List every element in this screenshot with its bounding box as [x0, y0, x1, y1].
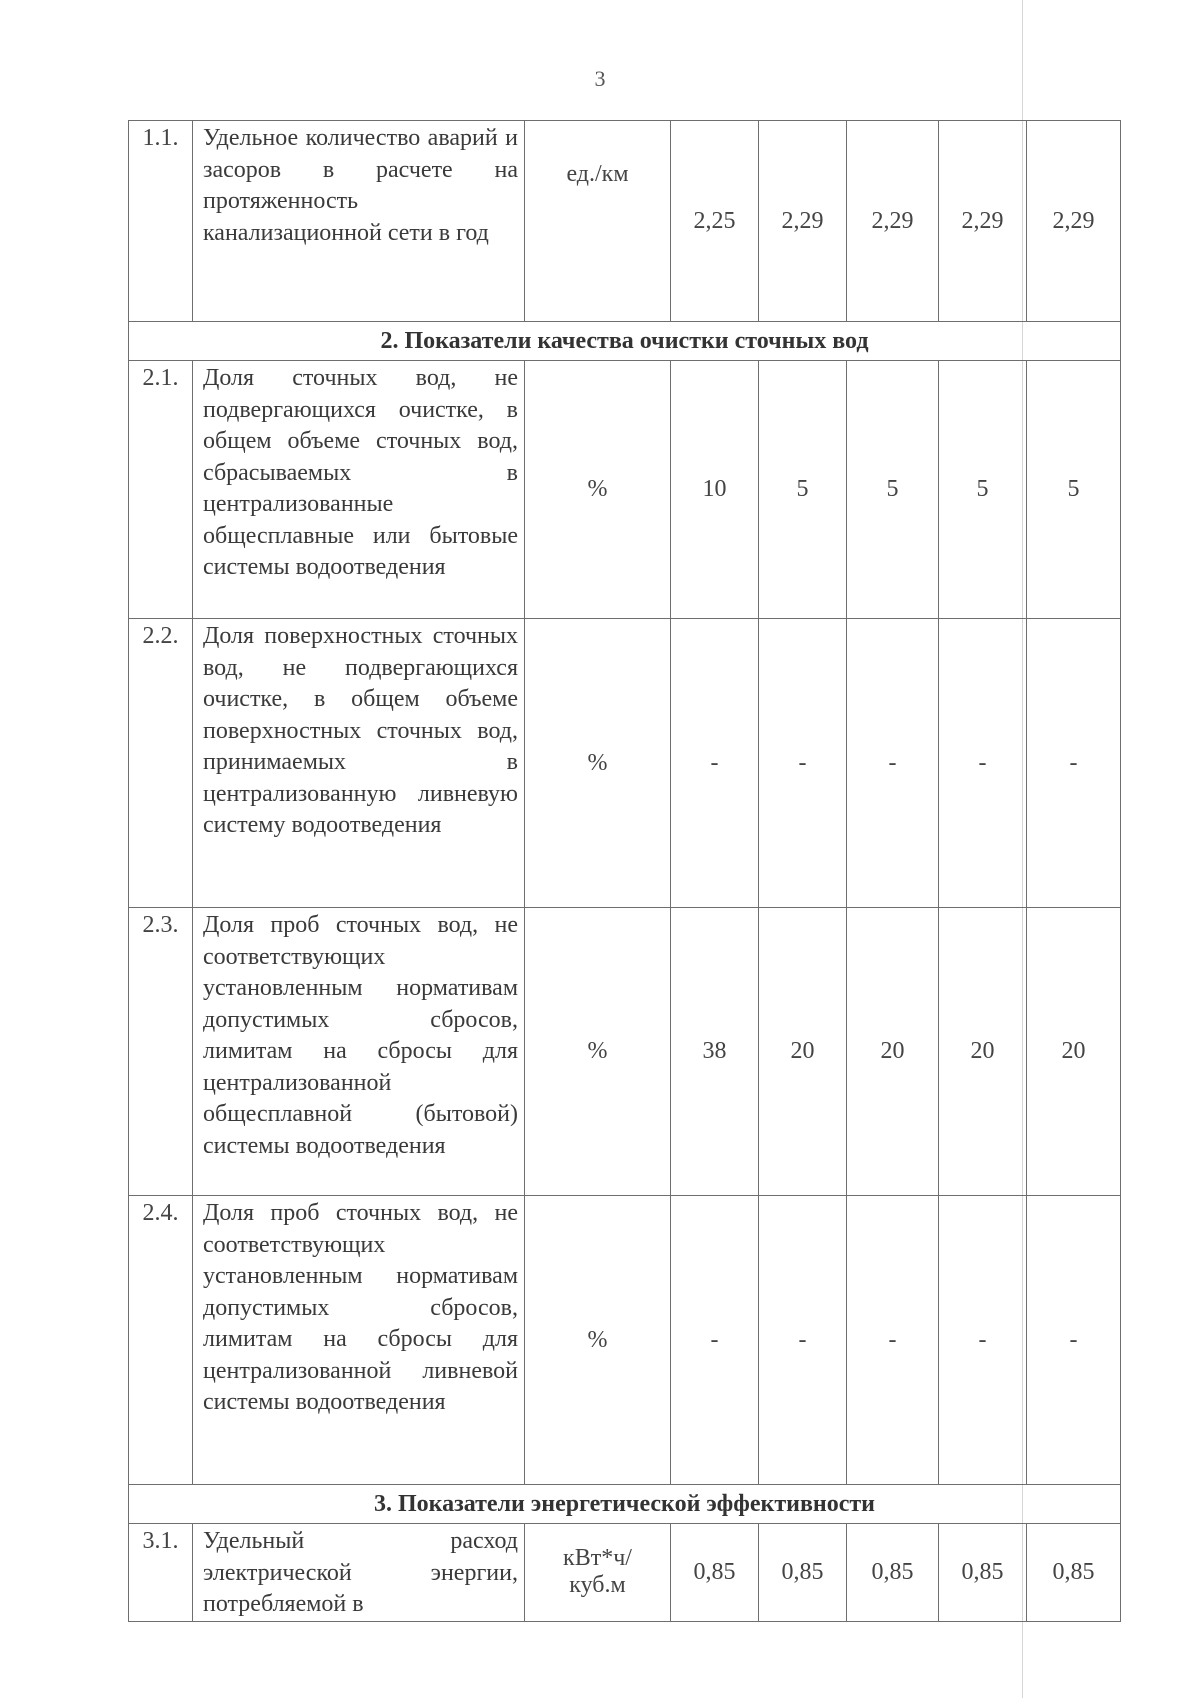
section-title: 2. Показатели качества очистки сточных вод — [129, 322, 1121, 361]
unit-cell: % — [525, 1196, 671, 1485]
row-number: 2.3. — [129, 908, 193, 1196]
indicator-description: Доля поверхностных сточных вод, не подвергающихся очистке, в общем объеме поверхностных сточных вод, принимаемых в централизованную ливневую систему водоотведения — [193, 619, 525, 908]
value-cell: 10 — [671, 361, 759, 619]
value-cell: 2,25 — [671, 121, 759, 322]
row-number: 3.1. — [129, 1524, 193, 1622]
indicator-description: Доля сточных вод, не подвергающихся очистке, в общем объеме сточных вод, сбрасываемых в централизованные общесплавные или бытовые системы водоотведения — [193, 361, 525, 619]
table-row — [129, 1524, 1121, 1622]
table-row — [129, 908, 1121, 1196]
unit-cell: % — [525, 361, 671, 619]
table-row — [129, 1196, 1121, 1485]
value-cell: - — [847, 619, 939, 908]
value-cell: 38 — [671, 908, 759, 1196]
indicator-description: Удельный расход электрической энергии, потребляемой в — [193, 1524, 525, 1622]
value-cell: - — [939, 619, 1027, 908]
unit-cell: % — [525, 908, 671, 1196]
value-cell: 2,29 — [847, 121, 939, 322]
value-cell: 5 — [759, 361, 847, 619]
value-cell: 0,85 — [847, 1524, 939, 1622]
unit-cell — [525, 1524, 671, 1622]
value-cell: - — [939, 1196, 1027, 1485]
row-number: 2.2. — [129, 619, 193, 908]
value-cell: 20 — [939, 908, 1027, 1196]
value-cell: 0,85 — [759, 1524, 847, 1622]
table-row — [129, 619, 1121, 908]
value-cell: - — [1027, 1196, 1121, 1485]
value-cell: 20 — [759, 908, 847, 1196]
table-row — [129, 121, 1121, 322]
value-cell: - — [759, 1196, 847, 1485]
value-cell: - — [671, 1196, 759, 1485]
value-cell: 5 — [939, 361, 1027, 619]
row-number: 2.4. — [129, 1196, 193, 1485]
indicator-description: Доля проб сточных вод, не соответствующих установленным нормативам допустимых сбросов, лимитам на сбросы для централизованной ливневой системы водоотведения — [193, 1196, 525, 1485]
value-cell: 2,29 — [939, 121, 1027, 322]
section-header-row — [129, 1485, 1121, 1524]
page-number: 3 — [594, 66, 606, 91]
value-cell: 2,29 — [1027, 121, 1121, 322]
unit-cell: % — [525, 619, 671, 908]
value-cell: 0,85 — [671, 1524, 759, 1622]
value-cell: 0,85 — [939, 1524, 1027, 1622]
section-title: 3. Показатели энергетической эффективности — [129, 1485, 1121, 1524]
value-cell: 2,29 — [759, 121, 847, 322]
row-number: 2.1. — [129, 361, 193, 619]
table-row — [129, 361, 1121, 619]
value-cell: - — [847, 1196, 939, 1485]
value-cell: 0,85 — [1027, 1524, 1121, 1622]
section-header-row — [129, 322, 1121, 361]
value-cell: 20 — [1027, 908, 1121, 1196]
value-cell: 5 — [1027, 361, 1121, 619]
unit-line: кВт*ч/ — [563, 1545, 632, 1572]
indicators-table — [128, 120, 1121, 1622]
unit-line: куб.м — [569, 1572, 626, 1599]
value-cell: 5 — [847, 361, 939, 619]
value-cell: 20 — [847, 908, 939, 1196]
row-number: 1.1. — [129, 121, 193, 322]
value-cell: - — [671, 619, 759, 908]
indicator-description: Удельное количество аварий и засоров в расчете на протяженность канализационной сети в год — [193, 121, 525, 322]
value-cell: - — [1027, 619, 1121, 908]
value-cell: - — [759, 619, 847, 908]
unit-cell: ед./км — [525, 121, 671, 322]
indicator-description: Доля проб сточных вод, не соответствующих установленным нормативам допустимых сбросов, лимитам на сбросы для централизованной общесплавной (бытовой) системы водоотведения — [193, 908, 525, 1196]
